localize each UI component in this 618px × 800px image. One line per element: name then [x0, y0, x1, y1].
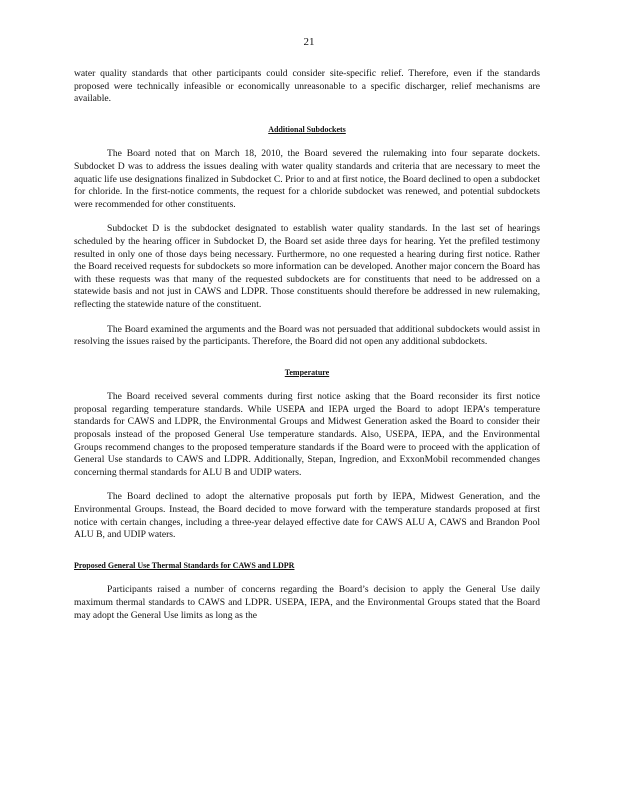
heading-temperature: Temperature [284, 367, 330, 377]
document-body [74, 68, 540, 634]
paragraph-board-examined: The Board examined the arguments and the Board was not persuaded that additional subdockets would assist in resolving the issues raised by the participants. Therefore, the Board did not open any additional subdockets. [74, 323, 540, 348]
paragraph-participants-concerns: Participants raised a number of concerns regarding the Board’s decision to apply the General Use daily maximum thermal standards to CAWS and LDPR. USEPA, IEPA, and the Environmental Groups stated that the Board may adopt the General Use limits as long as the [74, 584, 540, 621]
heading-proposed-general-use: Proposed General Use Thermal Standards for CAWS and LDPR [74, 560, 295, 570]
page-number: 21 [303, 36, 315, 48]
paragraph-temperature-decision: The Board declined to adopt the alternative proposals put forth by IEPA, Midwest Generation, and the Environmental Groups. Instead, the Board decided to move forward with the temperature standards proposed at first notice with certain changes, including a three-year delayed effective date for CAWS ALU A, CAWS and Brandon Pool ALU B, and UDIP waters. [74, 491, 540, 541]
paragraph-subdocket-d: Subdocket D is the subdocket designated to establish water quality standards. In the last set of hearings scheduled by the hearing officer in Subdocket D, the Board set aside three days for hearing. Yet the prefiled testimony resulted in only one of those days being necessary. Furthermore, no one requested a hearing during first notice. Rather the Board received requests for subdockets so more information can be developed. Another major concern the Board has with these requests was that many of the requested subdockets are for constituents that need to be addressed on a statewide basis and not just in CAWS and LDPR. Those constituents should therefore be addressed in new rulemaking, reflecting the statewide nature of the constituent. [74, 223, 540, 310]
heading-additional-subdockets: Additional Subdockets [268, 124, 346, 134]
paragraph-subdockets-history: The Board noted that on March 18, 2010, the Board severed the rulemaking into four separate dockets. Subdocket D was to address the issues dealing with water quality standards and criteria that are necessary to meet the aquatic life use designations finalized in Subdocket C. Prior to and at first notice, the Board declined to open a subdocket for chloride. In the first-notice comments, the request for a chloride subdocket was renewed, and potential subdockets were recommended for other constituents. [74, 148, 540, 210]
paragraph-relief: water quality standards that other participants could consider site-specific relief. Therefore, even if the standards proposed were technically infeasible or economically unreasonable to a specific discharger, relief mechanisms are available. [74, 68, 540, 105]
paragraph-temperature-comments: The Board received several comments during first notice asking that the Board reconsider its first notice proposal regarding temperature standards. While USEPA and IEPA urged the Board to adopt IEPA’s temperature standards for CAWS and LDPR, the Environmental Groups and Midwest Generation asked the Board to consider their proposals instead of the proposed General Use temperature standards. Also, USEPA, IEPA, and the Environmental Groups recommend changes to the proposed temperature standards if the Board were to proceed with the application of General Use standards to CAWS and LDPR. Additionally, Stepan, Ingredion, and ExxonMobil recommended changes concerning thermal standards for ALU B and UDIP waters. [74, 391, 540, 478]
